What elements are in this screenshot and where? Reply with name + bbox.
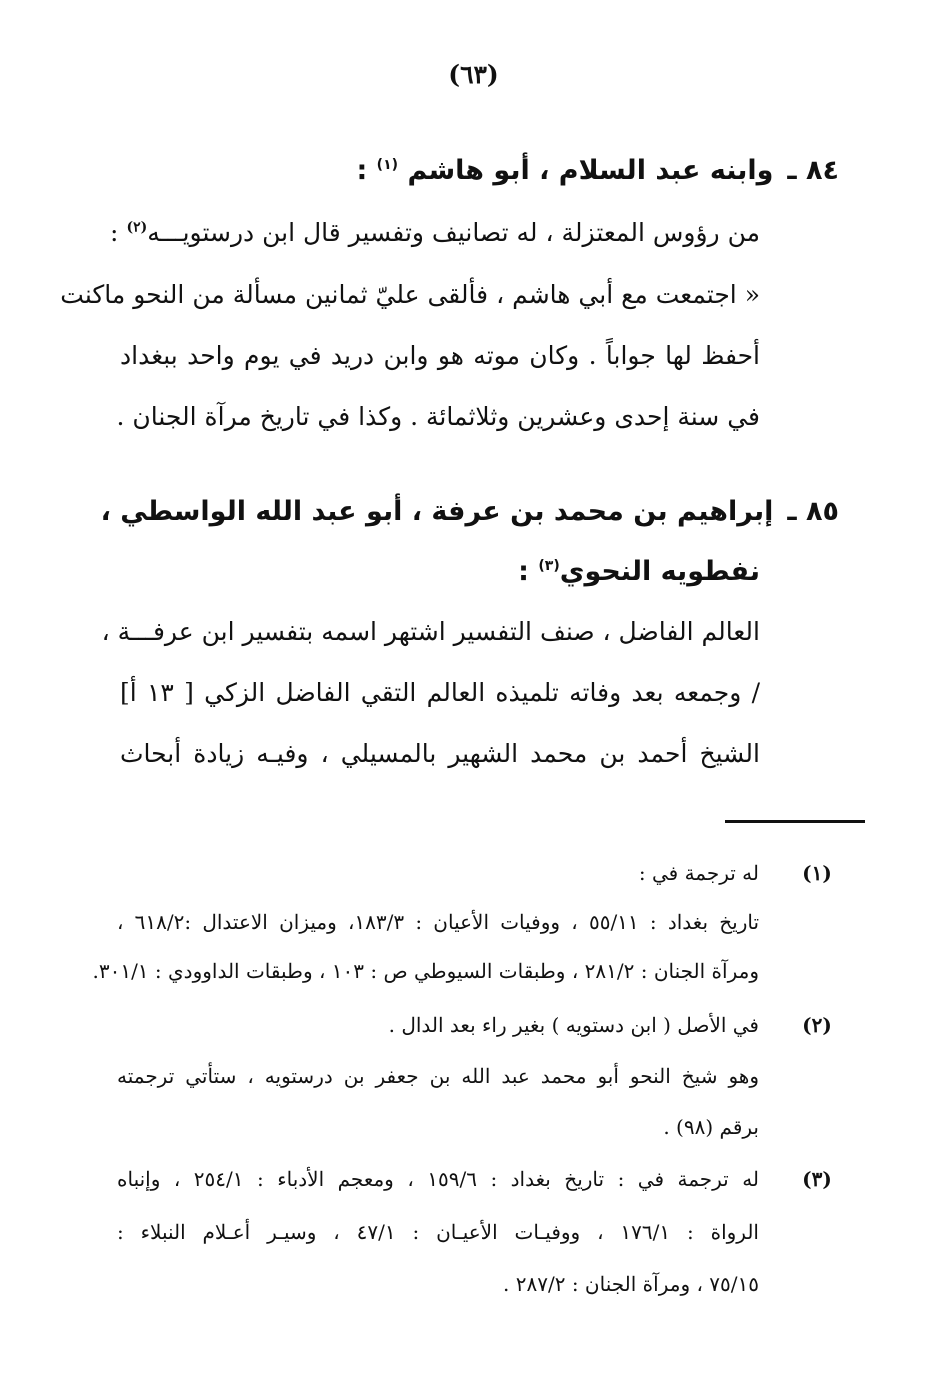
body-line: الشيخ أحمد بن محمد الشهير بالمسيلي ، وفيـه زيادة أبحاث xyxy=(120,739,760,768)
footnote-line: له ترجمة في : تاريخ بغداد : ١٥٩/٦ ، ومعجم الأدباء : ٢٥٤/١ ، وإنباه xyxy=(117,1167,760,1191)
heading-colon: : xyxy=(518,556,529,587)
body-line: / وجمعه بعد وفاته تلميذه العالم التقي الفاضل الزكي [ ١٣ أ] xyxy=(120,678,760,707)
footnote-line: في الأصل ( ابن دستويه ) بغير راء بعد الدال . xyxy=(388,1013,759,1037)
footnote-separator xyxy=(725,820,865,823)
body-line: أحفظ لها جواباً . وكان موته هو وابن دريد في يوم واحد ببغداد xyxy=(120,341,760,370)
body-line: من رؤوس المعتزلة ، له تصانيف وتفسير قال ابن درستويـــه$^{(٢)}$ : xyxy=(110,218,760,247)
footnote-line: وهو شيخ النحو أبو محمد عبد الله بن جعفر بن درستويه ، ستأتي ترجمته xyxy=(117,1064,759,1088)
entry-number: ٨٥ ـ xyxy=(787,496,839,527)
footnote-marker: (٣) xyxy=(802,1167,832,1191)
body-line: في سنة إحدى وعشرين وثلاثمائة . وكذا في تاريخ مرآة الجنان . xyxy=(116,402,760,431)
footnote-line: له ترجمة في : xyxy=(638,861,759,885)
footnote-line: تاريخ بغداد : ٥٥/١١ ، ووفيات الأعيان : ١٨٣/٣، وميزان الاعتدال :٦١٨/٢ ، xyxy=(117,910,760,934)
footnote-reference: (١) xyxy=(376,157,399,173)
footnote-marker: (١) xyxy=(802,861,832,885)
footnote-line: ومرآة الجنان : ٢٨١/٢ ، وطبقات السيوطي ص : ١٠٣ ، وطبقات الداوودي : ٣٠١/١. xyxy=(92,959,759,983)
footnote-marker: (٢) xyxy=(802,1013,832,1037)
page-number: (٦٣) xyxy=(448,60,499,89)
entry-title-continued: نفطويه النحوي xyxy=(559,556,760,587)
body-line: « اجتمعت مع أبي هاشم ، فألقى عليّ ثمانين مسألة من النحو ماكنت xyxy=(60,280,760,309)
heading-colon: : xyxy=(356,155,368,186)
entry-title: وابنه عبد السلام ، أبو هاشم xyxy=(407,155,774,186)
footnote-line: ٧٥/١٥ ، ومرآة الجنان : ٢٨٧/٢ . xyxy=(503,1272,759,1296)
footnote-reference: (٣) xyxy=(538,558,560,574)
entry-85-heading-continued xyxy=(120,556,760,587)
footnote-line: برقم (٩٨) . xyxy=(663,1115,759,1139)
entry-title: إبراهيم بن محمد بن عرفة ، أبو عبد الله الواسطي ، xyxy=(100,496,774,527)
footnote-line: الرواة : ١٧٦/١ ، ووفيـات الأعيـان : ٤٧/١ ، وسيـر أعـلام النبلاء : xyxy=(117,1220,759,1244)
entry-number: ٨٤ ـ xyxy=(787,155,839,186)
footnote-reference: (٢) xyxy=(126,219,148,236)
entry-84-heading xyxy=(99,155,839,186)
body-line: العالم الفاضل ، صنف التفسير اشتهر اسمه بتفسير ابن عرفـــة ، xyxy=(101,617,760,646)
entry-85-heading xyxy=(99,496,839,527)
